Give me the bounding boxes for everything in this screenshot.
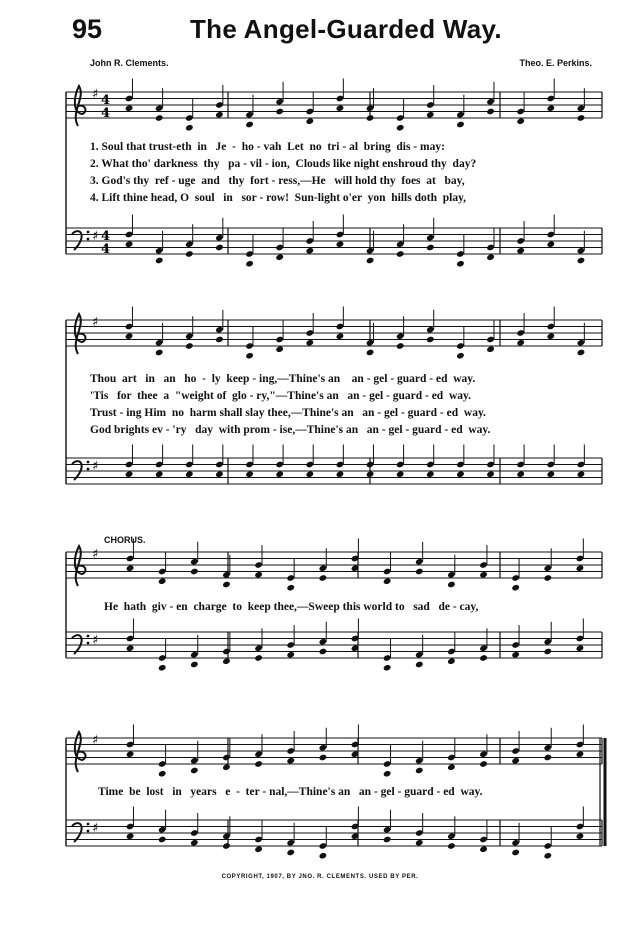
note-head [222, 842, 231, 850]
note-head [190, 839, 199, 847]
note-head [456, 121, 465, 129]
lyric-line: 'Tis for thee a "weight of glo - ry,"—Thine's an an - gel - guard - ed way. [90, 390, 471, 402]
note-head [547, 104, 556, 112]
sharp-icon: ♯ [92, 87, 99, 102]
bass-clef-dot [87, 231, 90, 234]
note-head [125, 240, 134, 248]
note-head [516, 247, 525, 255]
bass-clef-dot [87, 830, 90, 833]
note-head [185, 250, 194, 258]
note-head [319, 574, 328, 582]
note-head [415, 568, 424, 576]
note-head [479, 571, 488, 579]
note-head [275, 253, 284, 261]
composer-credit: Theo. E. Perkins. [519, 58, 592, 68]
note-head [396, 124, 405, 132]
note-head [486, 345, 495, 353]
note-head [415, 839, 424, 847]
note-head [456, 352, 465, 360]
lyric-line: Thou art in an ho - ly keep - ing,—Thine's an an - gel - guard - ed way. [90, 373, 476, 385]
note-head [447, 842, 456, 850]
bass-clef-dot [87, 823, 90, 826]
note-head [577, 114, 586, 122]
note-head [516, 339, 525, 347]
sharp-icon: ♯ [92, 315, 99, 330]
note-head [366, 257, 375, 265]
sharp-icon: ♯ [92, 821, 99, 836]
note-head [366, 114, 375, 122]
note-head [396, 250, 405, 258]
note-head [286, 651, 295, 659]
note-head [383, 664, 392, 672]
note-head [222, 763, 231, 771]
time-signature: 4 [101, 93, 111, 108]
note-head [511, 849, 520, 857]
note-head [245, 470, 254, 478]
note-head [447, 763, 456, 771]
hymn-title: The Angel-Guarded Way. [190, 14, 502, 44]
note-head [396, 342, 405, 350]
note-head [426, 336, 435, 344]
note-head [336, 332, 345, 340]
note-head [158, 836, 167, 844]
note-head [426, 244, 435, 252]
note-head [158, 770, 167, 778]
note-head [155, 257, 164, 265]
bass-clef-dot [87, 468, 90, 471]
note-head [543, 574, 552, 582]
note-head [319, 754, 328, 762]
bass-clef-dot [87, 635, 90, 638]
note-head [254, 845, 263, 853]
note-head [366, 349, 375, 357]
lyric-line: 3. God's thy ref - uge and thy fort - ress,—He will hold thy foes at bay, [90, 175, 465, 187]
lyric-line: 1. Soul that trust-eth in Je - ho - vah Let no tri - al bring dis - may: [90, 141, 445, 153]
copyright-footer: COPYRIGHT, 1907, BY JNO. R. CLEMENTS. USED BY PER. [221, 874, 419, 880]
note-head [155, 114, 164, 122]
note-head [125, 332, 134, 340]
note-head [516, 117, 525, 125]
note-head [125, 470, 134, 478]
note-head [383, 770, 392, 778]
note-head [479, 845, 488, 853]
note-head [543, 754, 552, 762]
note-head [543, 852, 552, 860]
note-head [254, 654, 263, 662]
note-head [126, 564, 135, 572]
note-head [415, 661, 424, 669]
note-head [547, 332, 556, 340]
note-head [185, 124, 194, 132]
note-head [155, 349, 164, 357]
note-head [576, 644, 585, 652]
note-head [479, 654, 488, 662]
note-head [547, 470, 556, 478]
note-head [516, 470, 525, 478]
note-head [456, 470, 465, 478]
note-head [543, 648, 552, 656]
note-head [275, 345, 284, 353]
note-head [286, 757, 295, 765]
note-head [155, 470, 164, 478]
note-head [190, 767, 199, 775]
note-head [447, 657, 456, 665]
lyric-line: Time be lost in years e - ter - nal,—Thine's an an - gel - guard - ed way. [98, 786, 483, 798]
note-head [222, 657, 231, 665]
lyric-line: He hath giv - en charge to keep thee,—Sweep this world to sad de - cay, [104, 601, 479, 613]
note-head [576, 564, 585, 572]
note-head [286, 849, 295, 857]
note-head [126, 750, 135, 758]
note-head [275, 108, 284, 116]
lyric-line: God brights ev - 'ry day with prom - ise,—Thine's an an - gel - guard - ed way. [90, 424, 491, 436]
note-head [245, 352, 254, 360]
note-head [336, 240, 345, 248]
note-head [254, 571, 263, 579]
note-head [511, 584, 520, 592]
note-head [158, 664, 167, 672]
note-head [185, 470, 194, 478]
note-head [215, 336, 224, 344]
hymn-number: 95 [72, 14, 103, 44]
note-head [511, 651, 520, 659]
note-head [383, 577, 392, 585]
note-head [576, 750, 585, 758]
note-head [215, 470, 224, 478]
note-head [511, 757, 520, 765]
note-head [577, 257, 586, 265]
note-head [426, 470, 435, 478]
note-head [319, 852, 328, 860]
lyricist-credit: John R. Clements. [90, 58, 169, 68]
note-head [126, 832, 135, 840]
note-head [126, 644, 135, 652]
note-head [306, 339, 315, 347]
note-head [215, 111, 224, 119]
note-head [254, 760, 263, 768]
note-head [447, 581, 456, 589]
note-head [245, 260, 254, 268]
time-signature: 4 [101, 242, 111, 257]
note-head [190, 661, 199, 669]
note-head [486, 108, 495, 116]
note-head [366, 470, 375, 478]
note-head [306, 117, 315, 125]
lyric-line: 4. Lift thine head, O soul in sor - row! Sun-light o'er yon hills doth play, [90, 192, 467, 204]
note-head [577, 349, 586, 357]
note-head [415, 767, 424, 775]
chorus-label: CHORUS. [104, 535, 146, 545]
sharp-icon: ♯ [92, 547, 99, 562]
note-head [486, 470, 495, 478]
note-head [222, 581, 231, 589]
note-head [245, 121, 254, 129]
note-head [319, 648, 328, 656]
note-head [336, 104, 345, 112]
note-head [396, 470, 405, 478]
note-head [479, 760, 488, 768]
sharp-icon: ♯ [92, 229, 99, 244]
note-head [577, 470, 586, 478]
note-head [275, 470, 284, 478]
note-head [158, 577, 167, 585]
lyric-line: 2. What tho' darkness thy pa - vil - ion, Clouds like night enshroud thy day? [90, 158, 477, 170]
lyric-line: Trust - ing Him no harm shall slay thee,—Thine's an an - gel - guard - ed way. [90, 407, 486, 419]
time-signature: 4 [101, 229, 111, 244]
note-head [426, 111, 435, 119]
note-head [336, 470, 345, 478]
bass-clef-dot [87, 642, 90, 645]
note-head [456, 260, 465, 268]
note-head [547, 240, 556, 248]
note-head [383, 836, 392, 844]
sharp-icon: ♯ [92, 633, 99, 648]
note-head [576, 832, 585, 840]
sharp-icon: ♯ [92, 733, 99, 748]
note-head [125, 104, 134, 112]
note-head [306, 247, 315, 255]
note-head [286, 584, 295, 592]
note-head [190, 568, 199, 576]
bass-clef-dot [87, 461, 90, 464]
sharp-icon: ♯ [92, 459, 99, 474]
note-head [306, 470, 315, 478]
note-head [486, 253, 495, 261]
note-head [185, 342, 194, 350]
time-signature: 4 [101, 106, 111, 121]
note-head [215, 244, 224, 252]
bass-clef-dot [87, 238, 90, 241]
